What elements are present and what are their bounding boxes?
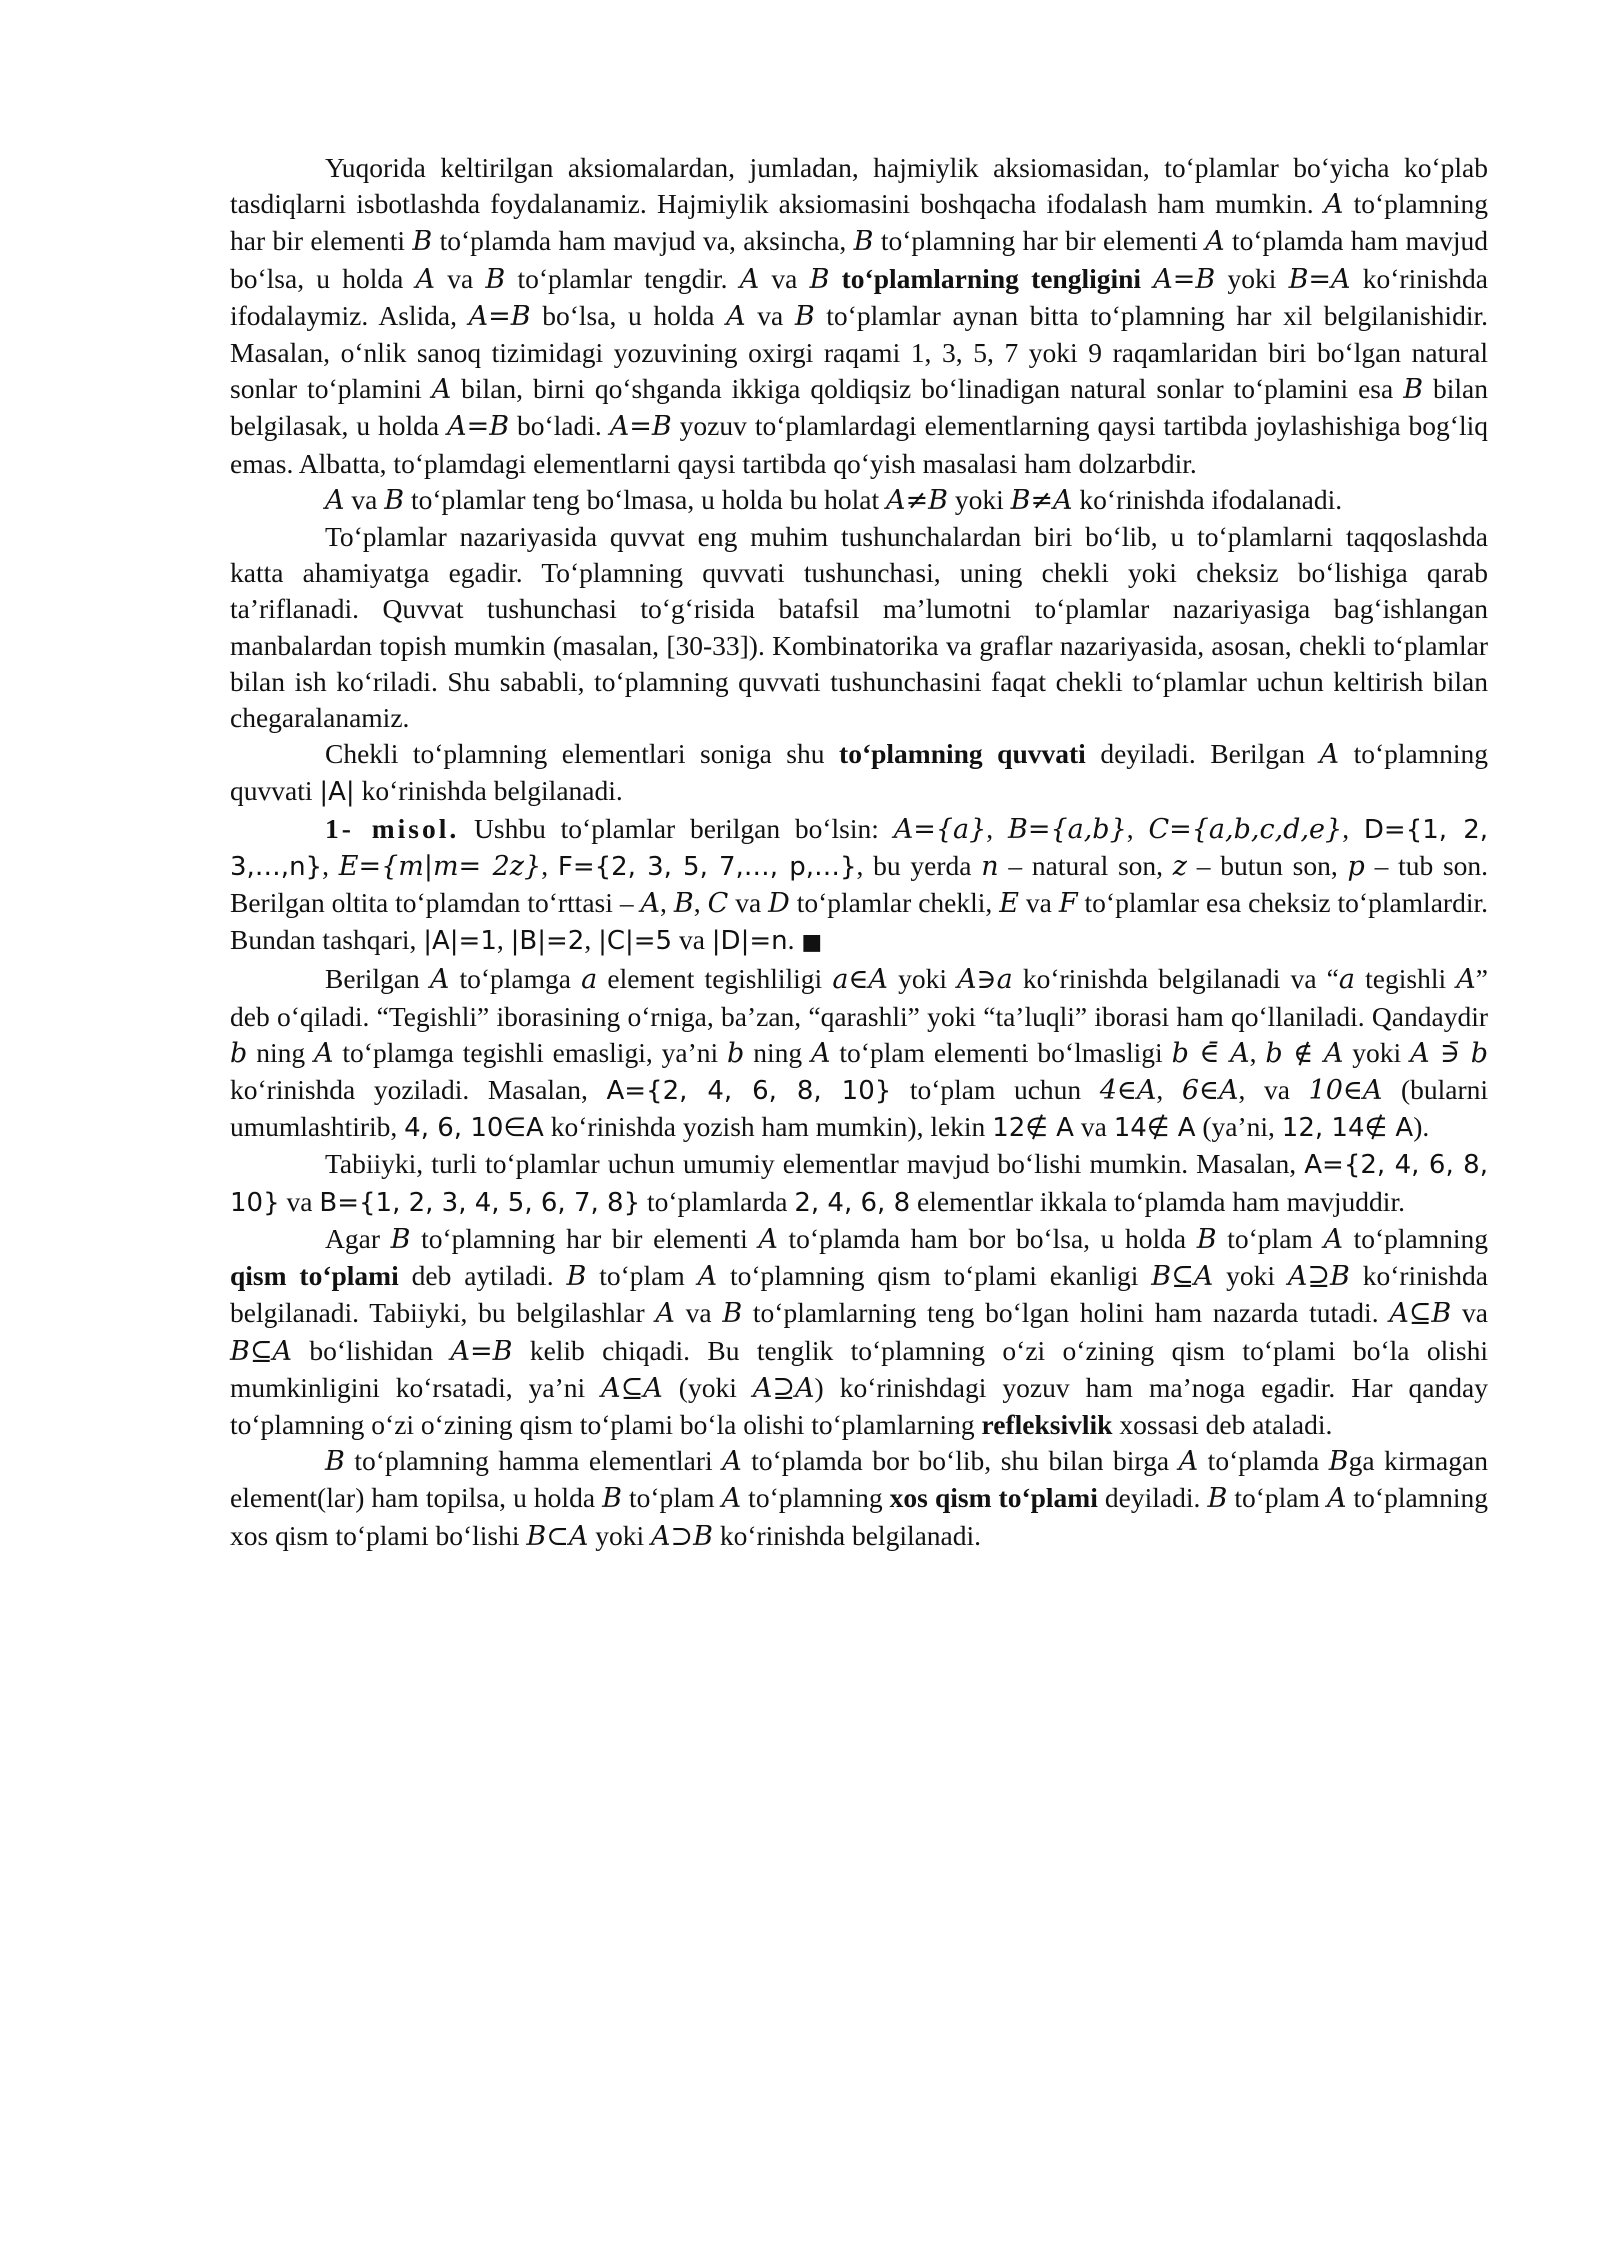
text: to‘plamning qism to‘plami ekanligi xyxy=(717,1260,1152,1292)
math: |B|=2 xyxy=(510,926,585,957)
math: E xyxy=(999,888,1019,920)
example-heading: 1- misol. xyxy=(325,812,460,844)
text: bilan, birni qo‘shganda ikkiga qoldiqsiz bo‘linadigan natural sonlar to‘plamini esa xyxy=(451,373,1404,405)
paragraph-cardinality-intro xyxy=(230,519,1488,736)
bold-term: qism to‘plami xyxy=(230,1260,399,1292)
math: n xyxy=(981,850,999,882)
text: ko‘rinishda ifodalaymiz. Aslida, xyxy=(230,262,1489,331)
math: A∋a xyxy=(957,964,1013,996)
text: ko‘rinishda belgilanadi. Tabiiyki, bu belgilashlar xyxy=(230,1260,1488,1329)
math: A xyxy=(1456,964,1476,996)
math: A xyxy=(726,300,746,332)
text: , va xyxy=(1238,1074,1309,1106)
text: , xyxy=(660,887,674,919)
text: Chekli to‘plamning elementlari soniga shu xyxy=(325,738,840,770)
text: bo‘lsa, u holda xyxy=(530,299,727,331)
math: A⊆B xyxy=(1389,1298,1452,1330)
text: va xyxy=(745,299,795,331)
text: Agar xyxy=(325,1222,391,1254)
math: B xyxy=(853,226,874,258)
math: F xyxy=(1058,888,1078,920)
text: – butun son, xyxy=(1187,849,1348,881)
text: va xyxy=(672,924,712,956)
math: 4∈A xyxy=(1099,1075,1157,1107)
math: F={2, 3, 5, 7,…, p,…} xyxy=(557,851,857,882)
text: to‘plamning quvvati xyxy=(230,738,1488,807)
math: b xyxy=(230,1037,248,1069)
math: b ∉ A xyxy=(1265,1037,1344,1069)
math: A≠B xyxy=(885,484,948,516)
math: B xyxy=(325,1446,345,1478)
text: , bu yerda xyxy=(856,849,982,881)
math: |C|=5 xyxy=(598,926,673,957)
math: C xyxy=(707,888,729,920)
math: B xyxy=(566,1261,587,1293)
text: ning xyxy=(744,1036,812,1068)
math: A=B xyxy=(609,411,672,443)
math: C={a,b,c,d,e} xyxy=(1148,813,1343,845)
text: to‘plamlar chekli, xyxy=(789,887,1000,919)
math: B xyxy=(673,888,694,920)
text: deyiladi. Berilgan xyxy=(1085,738,1320,770)
text: ko‘rinishda belgilanadi. xyxy=(354,775,623,807)
math: B xyxy=(602,1483,622,1515)
math: A=B xyxy=(468,300,531,332)
text: to‘plamlar esa cheksiz to‘plamlardir. Bundan tashqari, xyxy=(230,887,1488,956)
text: (yoki xyxy=(662,1371,753,1403)
math: A xyxy=(811,1037,831,1069)
math: A xyxy=(655,1298,675,1330)
math: B⊆A xyxy=(230,1335,292,1367)
text: bilan belgilasak, u holda xyxy=(230,373,1488,442)
math: B≠A xyxy=(1010,484,1073,516)
math: A xyxy=(697,1261,718,1293)
paragraph-example-1 xyxy=(230,811,1488,962)
text: to‘plam elementi bo‘lmasligi xyxy=(830,1036,1172,1068)
paragraph-common-elements xyxy=(230,1146,1488,1220)
math: E={m|m= 2z} xyxy=(338,850,542,882)
text: ga kirmagan element(lar) ham topilsa, u holda xyxy=(230,1445,1488,1514)
math: B xyxy=(1403,374,1424,406)
math: A xyxy=(1323,189,1344,221)
text: to‘plamning har bir elementi xyxy=(410,1222,759,1254)
math: a xyxy=(581,964,598,996)
text: xossasi deb ataladi. xyxy=(1112,1408,1333,1440)
text: va xyxy=(674,1297,723,1329)
text: . xyxy=(787,924,802,956)
paragraph-inequality xyxy=(230,482,1488,519)
math: 6∈A xyxy=(1181,1075,1239,1107)
math: 12, 14∉ A xyxy=(1281,1113,1414,1144)
text: , xyxy=(541,849,558,881)
text: deb aytiladi. xyxy=(398,1260,567,1292)
text: va xyxy=(435,262,486,294)
math: z xyxy=(1172,850,1188,882)
text: , xyxy=(322,849,339,881)
bold-term: to‘plamning quvvati xyxy=(839,738,1086,770)
text: to‘plamlar tengdir. xyxy=(505,262,740,294)
text: to‘plamning har bir elementi xyxy=(873,225,1206,257)
math: A ∋̄ b xyxy=(1410,1037,1489,1069)
math: A=B xyxy=(1153,263,1216,295)
text: tegishli xyxy=(1355,963,1457,995)
bold-term: xos qism to‘plami xyxy=(889,1482,1098,1514)
text: to‘plam xyxy=(1227,1482,1327,1514)
math: A={2, 4, 6, 8, 10} xyxy=(230,1150,1488,1218)
text: Tabiiyki, turli to‘plamlar uchun umumiy elementlar mavjud bo‘lishi mumkin. Masalan, xyxy=(325,1148,1305,1180)
math: B xyxy=(1196,1223,1217,1255)
math: A⊃B xyxy=(651,1520,713,1552)
math: a xyxy=(1338,964,1355,996)
text: , xyxy=(986,812,1008,844)
text: to‘plamda ham bor bo‘lsa, u holda xyxy=(777,1222,1197,1254)
math: a∈A xyxy=(832,964,888,996)
text: ko‘rinishda yozish ham mumkin), lekin xyxy=(543,1111,993,1143)
math: A xyxy=(758,1223,778,1255)
math: A=B xyxy=(450,1335,513,1367)
text: yoki xyxy=(947,483,1011,515)
math: b ∈̄ A xyxy=(1171,1037,1250,1069)
text: to‘plamda bor bo‘lib, shu bilan birga xyxy=(741,1445,1179,1477)
math: 10∈A xyxy=(1308,1075,1383,1107)
text: , xyxy=(1156,1074,1182,1106)
text: Yuqorida keltirilgan aksiomalardan, jumladan, hajmiylik aksiomasidan, to‘plamlar bo‘yicha ko‘plab tasdiqlarni isbotlashda foydalanamiz. Hajmiylik aksiomasini boshqacha ifodalash ham mumkin. xyxy=(230,152,1488,220)
text: bo‘lishidan xyxy=(291,1334,451,1366)
text: va xyxy=(1073,1111,1114,1143)
math: D={1, 2, 3,…,n} xyxy=(230,814,1489,882)
math: B xyxy=(809,263,830,295)
math: B xyxy=(1207,1483,1228,1515)
math: 4, 6, 10∈A xyxy=(404,1113,544,1144)
text: to‘plamlar aynan bitta to‘plamning har xil belgilanishidir. Masalan, o‘nlik sanoq tizimidagi yozuvining oxirgi raqami 1, 3, 5, 7 yoki 9 raqamlaridan biri bo‘lgan natural sonlar to‘plamini xyxy=(230,299,1488,405)
text: to‘plamga tegishli emasligi, ya’ni xyxy=(333,1036,728,1068)
text: To‘plamlar nazariyasida quvvat eng muhim tushunchalardan biri bo‘lib, u to‘plamlarni taqqoslashda katta ahamiyatga egadir. To‘plamning quvvati tushunchasi, uning chekli yoki cheksiz bo‘lishiga qarab ta’riflanadi. Quvvat tushunchasi to‘g‘risida batafsil ma’lumotni to‘plamlar nazariyasiga bag‘ishlangan manbalardan topish mumkin (masalan, [30-33]). Kombinatorika va graflar nazariyasida, asosan, chekli to‘plamlar bilan ish ko‘riladi. Shu sababli, to‘plamning quvvati tushunchasini faqat chekli to‘plamlar uchun keltirish bilan chegaralanamiz. xyxy=(230,521,1488,734)
text: to‘plam xyxy=(621,1482,722,1514)
bold-term: to‘plamlarning tengligini xyxy=(841,262,1142,294)
text: to‘plamda xyxy=(1198,1445,1329,1477)
text: to‘plamda ham mavjud va, aksincha, xyxy=(432,225,854,257)
text: va xyxy=(1018,887,1059,919)
text: Berilgan xyxy=(325,963,430,995)
paragraph-cardinality-definition xyxy=(230,736,1488,810)
math: b xyxy=(727,1037,745,1069)
text: to‘plamning xyxy=(741,1482,890,1514)
math: A xyxy=(1205,226,1225,258)
math: A xyxy=(640,888,661,920)
math: B xyxy=(412,226,433,258)
text: to‘plamlar teng bo‘lmasa, u holda bu holat xyxy=(404,483,886,515)
math: A xyxy=(415,263,436,295)
paragraph-subset xyxy=(230,1221,1488,1443)
text: to‘plamlarning teng bo‘lgan holini ham nazarda tutadi. xyxy=(742,1297,1390,1329)
math: |A|=1 xyxy=(423,926,497,957)
text: bo‘ladi. xyxy=(509,410,610,442)
text: yoki xyxy=(1215,262,1289,294)
text: va xyxy=(1451,1297,1488,1329)
math: A xyxy=(1323,1223,1343,1255)
math: B={1, 2, 3, 4, 5, 6, 7, 8} xyxy=(319,1187,641,1218)
text: to‘plamning xyxy=(1342,1222,1488,1254)
text: , xyxy=(693,887,708,919)
text: ko‘rinishda ifodalanadi. xyxy=(1072,483,1343,515)
paragraph-extensionality xyxy=(230,150,1488,482)
math: 2, 4, 6, 8 xyxy=(794,1187,911,1218)
math: |A| xyxy=(319,777,355,808)
text: to‘plam xyxy=(1216,1222,1324,1254)
text: ) ko‘rinishdagi yozuv ham ma’noga egadir. Har qanday to‘plamning o‘zi o‘zining qism to‘plami bo‘la olishi to‘plamlarning xyxy=(230,1371,1488,1440)
text: ning xyxy=(247,1036,314,1068)
text: – tub son. Berilgan oltita to‘plamdan to‘rttasi – xyxy=(230,849,1489,919)
math: B={a,b} xyxy=(1007,813,1127,845)
math: p xyxy=(1347,850,1365,882)
math: |D|=n xyxy=(711,926,788,957)
text: – natural son, xyxy=(998,849,1173,881)
math: A xyxy=(325,484,345,516)
document-page xyxy=(230,150,1488,1555)
text: , xyxy=(1249,1036,1266,1068)
text: yoki xyxy=(887,963,958,995)
text: yozuv to‘plamlardagi elementlarning qaysi tartibda joylashishiga bog‘liq emas. Albatta, to‘plamdagi elementlarni qaysi tartibda qo‘yish masalasi ham dolzarbdir. xyxy=(230,410,1488,479)
qed-symbol: ■ xyxy=(801,930,823,956)
math: A xyxy=(1319,739,1340,771)
text: yoki xyxy=(1213,1260,1288,1292)
math: A xyxy=(721,1483,742,1515)
text: (ya’ni, xyxy=(1195,1111,1282,1143)
math: A⊇B xyxy=(1287,1261,1350,1293)
text: (bularni umumlashtirib, xyxy=(230,1074,1488,1143)
text: to‘plam xyxy=(586,1260,698,1292)
text: va xyxy=(728,887,769,919)
math: B⊂A xyxy=(526,1520,589,1552)
text: ko‘rinishda yoziladi. Masalan, xyxy=(230,1074,607,1106)
math: A xyxy=(1178,1446,1199,1478)
math: B=A xyxy=(1288,263,1351,295)
math: B xyxy=(1328,1446,1349,1478)
text: ” deb o‘qiladi. “Tegishli” iborasining o‘rniga, ba’zan, “qarashli” yoki “ta’luqli” iborasi ham qo‘llaniladi. Qandaydir xyxy=(230,963,1488,1032)
text: to‘plamda ham mavjud bo‘lsa, u holda xyxy=(230,225,1488,294)
math: B xyxy=(722,1298,743,1330)
text: elementlar ikkala to‘plamda ham mavjuddir. xyxy=(910,1185,1405,1217)
text: va xyxy=(279,1185,320,1217)
text: ). xyxy=(1413,1111,1430,1143)
text: to‘plamning xos qism to‘plami bo‘lishi xyxy=(230,1482,1488,1551)
math: A={2, 4, 6, 8, 10} xyxy=(606,1076,892,1107)
text: to‘plamlarda xyxy=(640,1185,795,1217)
math: A xyxy=(1326,1483,1347,1515)
text: , xyxy=(496,924,511,956)
paragraph-proper-subset xyxy=(230,1443,1488,1555)
math: A xyxy=(722,1446,742,1478)
math: 12∉ A xyxy=(992,1113,1074,1144)
text xyxy=(829,263,841,294)
math: A xyxy=(739,263,760,295)
math: D xyxy=(768,888,790,920)
text: element tegishliligi xyxy=(597,963,833,995)
text: yoki xyxy=(588,1519,651,1551)
math: A xyxy=(429,964,450,996)
text: , xyxy=(1126,812,1149,844)
math: 14∉ A xyxy=(1113,1113,1196,1144)
text: to‘plamga xyxy=(449,963,582,995)
text: , xyxy=(584,924,599,956)
math: A xyxy=(431,374,452,406)
bold-term: refleksivlik xyxy=(981,1408,1113,1440)
text: va xyxy=(344,483,385,515)
math: B xyxy=(384,484,405,516)
math: A xyxy=(314,1037,334,1069)
text: kelib chiqadi. Bu tenglik to‘plamning o‘zi o‘zining qism to‘plami bo‘la olishi mumkinligini ko‘rsatadi, ya’ni xyxy=(230,1334,1488,1403)
text: deyiladi. xyxy=(1097,1482,1208,1514)
text xyxy=(1141,263,1153,294)
math: A={a} xyxy=(893,813,987,845)
math: B xyxy=(390,1223,411,1255)
math: A⊇A xyxy=(752,1372,815,1404)
text: to‘plam uchun xyxy=(891,1074,1100,1106)
text: ko‘rinishda belgilanadi va “ xyxy=(1012,963,1339,995)
text: to‘plamning har bir elementi xyxy=(230,188,1488,257)
text: yoki xyxy=(1343,1036,1411,1068)
math: B xyxy=(485,263,506,295)
math: A=B xyxy=(447,411,510,443)
text: va xyxy=(759,262,810,294)
text: , xyxy=(1342,812,1364,844)
math: B xyxy=(794,300,815,332)
math: B⊆A xyxy=(1151,1261,1214,1293)
text: to‘plamning hamma elementlari xyxy=(344,1445,723,1477)
paragraph-membership xyxy=(230,961,1488,1146)
math: A⊆A xyxy=(601,1372,663,1404)
text: ko‘rinishda belgilanadi. xyxy=(712,1519,982,1551)
text: Ushbu to‘plamlar berilgan bo‘lsin: xyxy=(459,812,894,844)
